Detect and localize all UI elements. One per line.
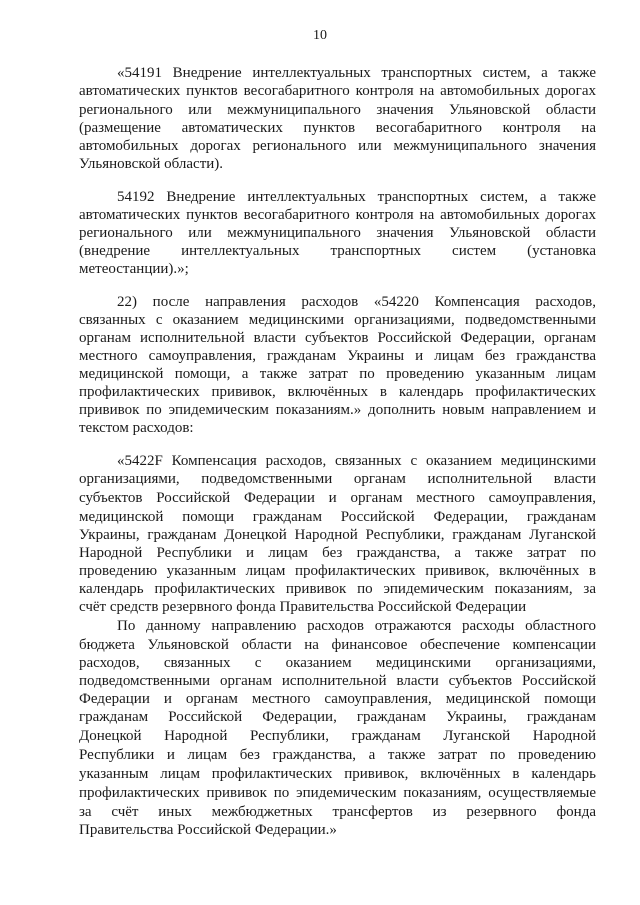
- paragraph-5-line-9: указанным лицам профилактических прививок, включённых в календарь: [79, 766, 596, 782]
- paragraph-1-line-2: автоматических пунктов весогабаритного контроля на автомобильных дорогах: [79, 83, 596, 99]
- paragraph-5-line-3: расходов, связанных с оказанием медицинскими организациями,: [79, 655, 596, 671]
- paragraph-1-line-5: автомобильных дорогах регионального или межмуниципального значения: [79, 138, 596, 154]
- paragraph-5-line-5: Федерации и органам местного самоуправления, медицинской помощи: [79, 691, 596, 707]
- paragraph-3-line-1: 22) после направления расходов «54220 Компенсация расходов,: [117, 294, 596, 310]
- paragraph-1-line-1: «54191 Внедрение интеллектуальных транспортных систем, а также: [117, 65, 596, 81]
- paragraph-3-line-3: органам исполнительной власти субъектов Российской Федерации, органам: [79, 330, 596, 346]
- paragraph-4-line-3: субъектов Российской Федерации и органам местного самоуправления,: [79, 490, 596, 506]
- paragraph-5-line-1: По данному направлению расходов отражаются расходы областного: [117, 618, 596, 634]
- paragraph-5-line-2: бюджета Ульяновской области на финансовое обеспечение компенсации: [79, 637, 596, 653]
- paragraph-5-line-7: Донецкой Народной Республики, гражданам Луганской Народной: [79, 728, 596, 744]
- paragraph-1-line-4: (размещение автоматических пунктов весогабаритного контроля на: [79, 120, 596, 136]
- paragraph-5-line-6: гражданам Российской Федерации, гражданам Украины, гражданам: [79, 709, 596, 725]
- paragraph-2-line-4: (внедрение интеллектуальных транспортных систем (установка: [79, 243, 596, 259]
- paragraph-2-line-2: автоматических пунктов весогабаритного контроля на автомобильных дорогах: [79, 207, 596, 223]
- paragraph-2-line-3: регионального или межмуниципального значения Ульяновской области: [79, 225, 596, 241]
- paragraph-3-line-8: текстом расходов:: [79, 420, 194, 436]
- paragraph-3-line-5: медицинской помощи, а также затрат по проведению указанным лицам: [79, 366, 596, 382]
- paragraph-5-line-12: Правительства Российской Федерации.»: [79, 822, 337, 838]
- paragraph-5-line-10: профилактических прививок по эпидемическим показаниям, осуществляемые: [79, 785, 596, 801]
- paragraph-3-line-4: местного самоуправления, гражданам Украины и лицам без гражданства: [79, 348, 596, 364]
- paragraph-4-line-5: Украины, гражданам Донецкой Народной Республики, гражданам Луганской: [79, 527, 596, 543]
- paragraph-5-line-4: подведомственными органам исполнительной власти субъектов Российской: [79, 673, 596, 689]
- paragraph-4-line-8: календарь профилактических прививок по эпидемическим показаниям, за: [79, 581, 596, 597]
- paragraph-4-line-7: проведению указанным лицам профилактических прививок, включённых в: [79, 563, 596, 579]
- paragraph-3-line-6: профилактических прививок, включённых в календарь профилактических: [79, 384, 596, 400]
- page-number: 10: [313, 28, 327, 43]
- paragraph-4-line-2: организациями, подведомственными органам исполнительной власти: [79, 471, 596, 487]
- paragraph-1-line-6: Ульяновской области).: [79, 156, 224, 172]
- paragraph-4-line-1: «5422F Компенсация расходов, связанных с оказанием медицинскими: [117, 453, 596, 469]
- paragraph-4-line-6: Народной Республики и лицам без гражданства, а также затрат по: [79, 545, 596, 561]
- paragraph-3-line-7: прививок по эпидемическим показаниям.» дополнить новым направлением и: [79, 402, 596, 418]
- paragraph-1-line-3: регионального или межмуниципального значения Ульяновской области: [79, 102, 596, 118]
- paragraph-2-line-1: 54192 Внедрение интеллектуальных транспортных систем, а также: [117, 189, 596, 205]
- paragraph-5-line-8: Республики и лицам без гражданства, а также затрат по проведению: [79, 747, 596, 763]
- paragraph-2-line-5: метеостанции).»;: [79, 261, 189, 277]
- paragraph-5-line-11: за счёт иных межбюджетных трансфертов из резервного фонда: [79, 804, 596, 820]
- paragraph-4-line-9: счёт средств резервного фонда Правительства Российской Федерации: [79, 599, 527, 615]
- paragraph-3-line-2: связанных с оказанием медицинскими организациями, подведомственными: [79, 312, 596, 328]
- paragraph-4-line-4: медицинской помощи гражданам Российской Федерации, гражданам: [79, 509, 596, 525]
